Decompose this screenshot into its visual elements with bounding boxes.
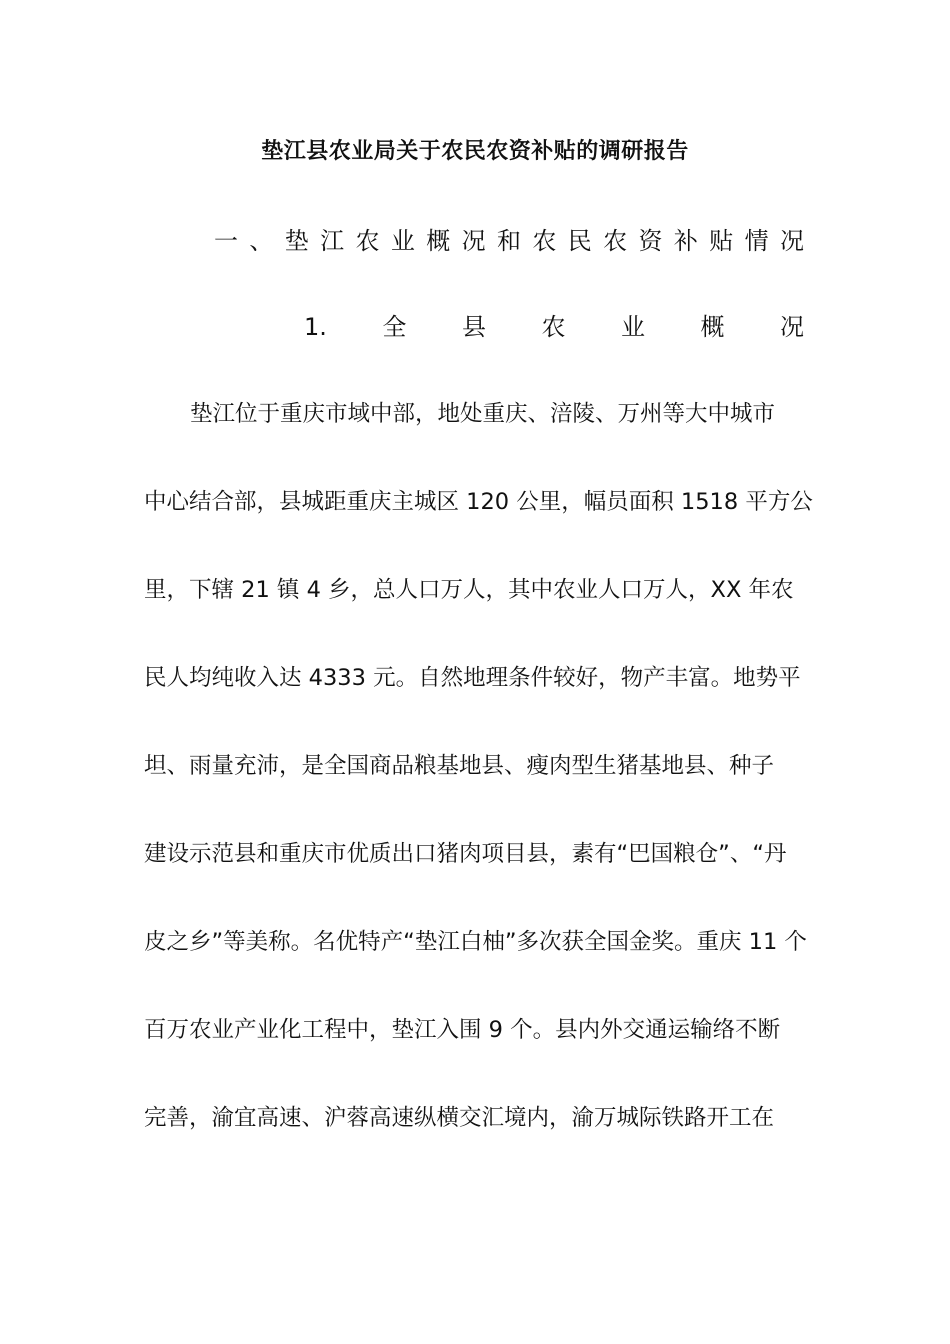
heading-char: 、 [249, 227, 274, 255]
heading-char: 农 [355, 227, 380, 255]
heading-char: 农 [532, 227, 557, 255]
heading-char: 和 [497, 227, 521, 255]
section-heading-2 [304, 310, 804, 344]
heading-char: 况 [780, 313, 804, 341]
heading-char: 江 [320, 227, 345, 255]
heading-char: 补 [673, 227, 698, 255]
heading-char: 资 [638, 227, 663, 255]
heading-char: 垫 [284, 227, 309, 255]
heading-char: 1. [304, 313, 327, 341]
paragraph-line: 垫江位于重庆市域中部，地处重庆、涪陵、万州等大中城市 [190, 401, 776, 427]
paragraph-line: 皮之乡”等美称。名优特产“垫江白柚”多次获全国金奖。重庆 11 个 [144, 929, 807, 955]
heading-char: 业 [390, 227, 415, 255]
body-paragraph [144, 393, 813, 1185]
paragraph-line: 百万农业产业化工程中，垫江入围 9 个。县内外交通运输络不断 [144, 1017, 781, 1043]
heading-char: 业 [620, 313, 645, 341]
document-title: 垫江县农业局关于农民农资补贴的调研报告 [261, 139, 689, 164]
heading-char: 县 [461, 313, 486, 341]
heading-char: 农 [603, 227, 628, 255]
paragraph-line: 中心结合部，县城距重庆主城区 120 公里，幅员面积 1518 平方公 [144, 489, 813, 515]
heading-char: 况 [780, 227, 804, 255]
heading-char: 概 [700, 313, 725, 341]
heading-char: 民 [567, 227, 592, 255]
section-heading-1 [214, 224, 804, 258]
heading-char: 农 [541, 313, 566, 341]
heading-char: 情 [744, 227, 769, 255]
heading-char: 一 [214, 227, 238, 255]
heading-char: 全 [382, 313, 407, 341]
heading-char: 况 [461, 227, 486, 255]
heading-char: 贴 [709, 227, 734, 255]
paragraph-line: 里，下辖 21 镇 4 乡，总人口万人，其中农业人口万人，XX 年农 [144, 577, 794, 603]
paragraph-line: 坦、雨量充沛，是全国商品粮基地县、瘦肉型生猪基地县、种子 [144, 753, 775, 779]
paragraph-line: 完善，渝宜高速、沪蓉高速纵横交汇境内，渝万城际铁路开工在 [144, 1105, 775, 1131]
paragraph-line: 建设示范县和重庆市优质出口猪肉项目县，素有“巴国粮仓”、“丹 [144, 841, 787, 867]
paragraph-line: 民人均纯收入达 4333 元。自然地理条件较好，物产丰富。地势平 [144, 665, 801, 691]
heading-char: 概 [426, 227, 451, 255]
